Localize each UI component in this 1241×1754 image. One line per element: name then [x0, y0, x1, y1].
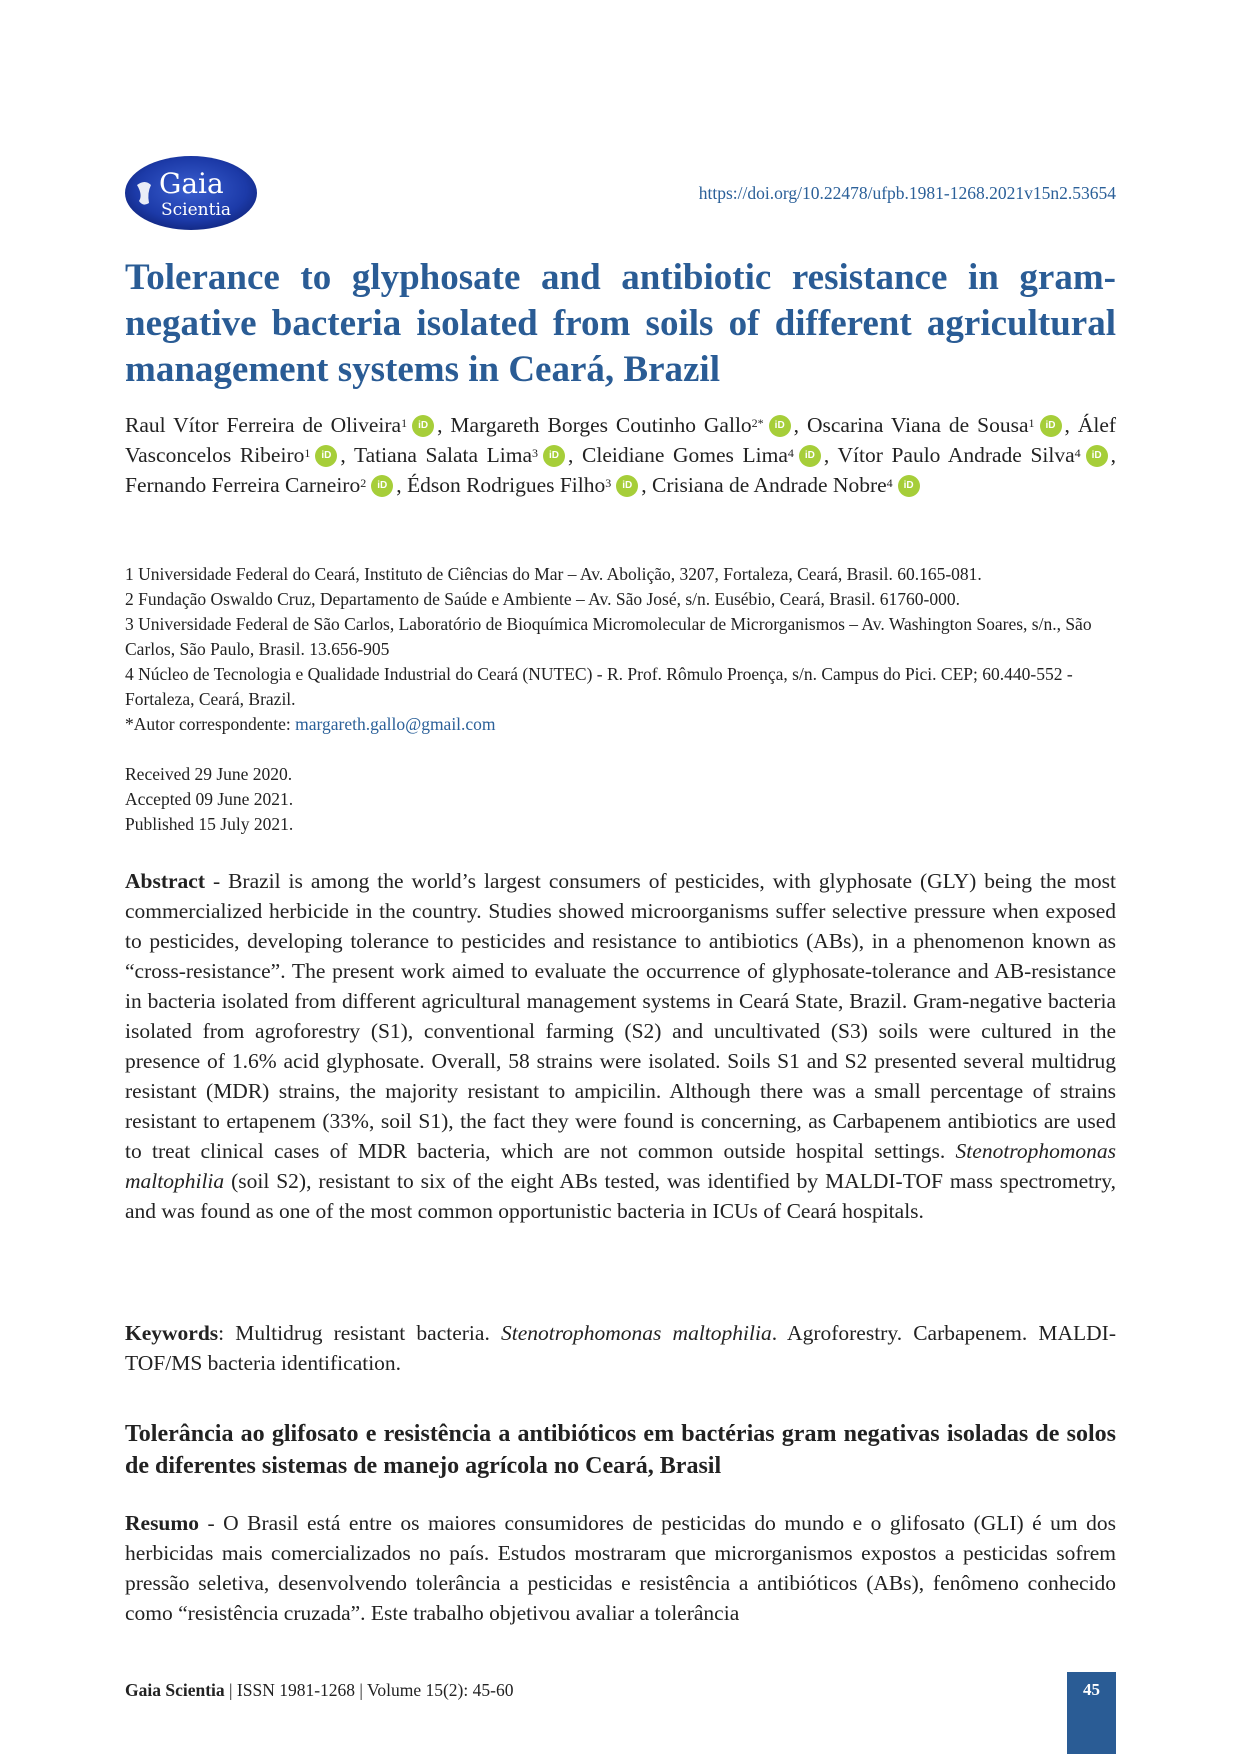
author-affil-sup: 3: [532, 446, 539, 460]
orcid-icon[interactable]: iD: [616, 475, 638, 497]
author-name: Crisiana de Andrade Nobre: [652, 473, 887, 497]
resumo: [125, 1508, 1116, 1628]
author-name: Tatiana Salata Lima: [353, 443, 533, 467]
abstract-species: Stenotrophomonas maltophilia: [125, 1139, 1116, 1193]
orcid-icon[interactable]: iD: [371, 475, 393, 497]
page-number: 45: [1067, 1672, 1116, 1754]
author-affil-sup: 3: [605, 476, 612, 490]
keywords-label: Keywords: [125, 1321, 219, 1345]
page: [125, 0, 1116, 1754]
author-affil-sup: 2*: [751, 416, 764, 430]
author-name: Vítor Paulo Andrade Silva: [837, 443, 1075, 467]
doi-link[interactable]: https://doi.org/10.22478/ufpb.1981-1268.2021v15n2.53654: [698, 183, 1116, 203]
author-name: Oscarina Viana de Sousa: [806, 413, 1029, 437]
author-name: Cleidiane Gomes Lima: [582, 443, 788, 467]
affiliations: [125, 562, 1116, 737]
abstract-label: Abstract: [125, 869, 206, 893]
orcid-icon[interactable]: iD: [769, 415, 791, 437]
author-affil-sup: 1: [401, 416, 408, 430]
footer: [125, 1680, 513, 1701]
affiliation-3: 3 Universidade Federal de São Carlos, Laboratório de Bioquímica Micromolecular de Microrganismos – Av. Washington Soares, s/n., São Carlos, São Paulo, Brasil. 13.656-905: [125, 614, 1092, 659]
author-name: Raul Vítor Ferreira de Oliveira: [125, 413, 402, 437]
orcid-icon[interactable]: iD: [412, 415, 434, 437]
orcid-icon[interactable]: iD: [799, 445, 821, 467]
author-name: Margareth Borges Coutinho Gallo: [450, 413, 752, 437]
orcid-icon[interactable]: iD: [543, 445, 565, 467]
abstract-text-2: (soil S2), resistant to six of the eight ABs tested, was identified by MALDI-TOF mass spectrometry, and was found as one of the most common opportunistic bacteria in ICUs of Ceará hospitals.: [125, 1169, 1116, 1223]
orcid-icon[interactable]: iD: [1040, 415, 1062, 437]
corresponding-author: [125, 712, 1116, 737]
author-list: Raul Vítor Ferreira de Oliveira$^1$ iD , Margareth Borges Coutinho Gallo$^{2*}$ iD , Oscarina Viana de Sousa$^1$ iD , Álef Vasconcelos Ribeiro$^1$ iD , Tatiana Salata Lima$^3$ iD , Cleidiane Gomes Lima$^4$ iD , Vítor Paulo Andrade Silva$^4$ iD , Fernando Ferreira Carneiro$^2$ iD , Édson Rodrigues Filho$^3$ iD , Crisiana de Andrade Nobre$^4$ iD: [125, 413, 1117, 497]
author-name: Álef Vasconcelos Ribeiro: [125, 413, 1117, 467]
date-published: Published 15 July 2021.: [125, 814, 294, 834]
logo-text-scientia: Scientia: [161, 200, 232, 220]
keywords-text-1: : Multidrug resistant bacteria.: [218, 1321, 501, 1345]
author-affil-sup: 2: [360, 476, 367, 490]
author-affil-sup: 1: [1028, 416, 1035, 430]
resumo-label: Resumo: [125, 1511, 200, 1535]
footer-journal: Gaia Scientia: [125, 1680, 225, 1700]
author-name: Fernando Ferreira Carneiro: [125, 473, 361, 497]
author-affil-sup: 4: [1074, 446, 1081, 460]
affiliation-2: 2 Fundação Oswaldo Cruz, Departamento de Saúde e Ambiente – Av. São José, s/n. Eusébio, Ceará, Brasil. 61760-000.: [125, 589, 960, 609]
gaia-scientia-logo: [123, 155, 259, 231]
abstract-text-1: - Brazil is among the world’s largest consumers of pesticides, with glyphosate (GLY) being the most commercialized herbicide in the country. Studies showed microorganisms suffer selective pressure when exposed to pesticides, developing tolerance to pesticides and resistance to antibiotics (ABs), in a phenomenon known as “cross-resistance”. The present work aimed to evaluate the occurrence of glyphosate-tolerance and AB-resistance in bacteria isolated from different agricultural management systems in Ceará State, Brazil. Gram-negative bacteria isolated from agroforestry (S1), conventional farming (S2) and uncultivated (S3) soils were cultured in the presence of 1.6% acid glyphosate. Overall, 58 strains were isolated. Soils S1 and S2 presented several multidrug resistant (MDR) strains, the majority resistant to ampicilin. Although there was a small percentage of strains resistant to ertapenem (33%, soil S1), the fact they were found is concerning, as Carbapenem antibiotics are used to treat clinical cases of MDR bacteria, which are not common outside hospital settings.: [125, 869, 1116, 1163]
article-title: Tolerance to glyphosate and antibiotic resistance in gram-negative bacteria isolated from soils of different agricultural management systems in Ceará, Brazil: [125, 257, 1116, 390]
affiliation-4: 4 Núcleo de Tecnologia e Qualidade Industrial do Ceará (NUTEC) - R. Prof. Rômulo Proença, s/n. Campus do Pici. CEP; 60.440-552 - Fortaleza, Ceará, Brazil.: [125, 664, 1073, 709]
abstract: [125, 866, 1116, 1226]
keywords: [125, 1318, 1116, 1378]
corresponding-label: *Autor correspondente:: [125, 714, 296, 734]
author-affil-sup: 1: [304, 446, 311, 460]
orcid-icon[interactable]: iD: [315, 445, 337, 467]
footer-issn-volume: | ISSN 1981-1268 | Volume 15(2): 45-60: [224, 1680, 514, 1700]
logo-text-gaia: Gaia: [159, 167, 224, 200]
keywords-text-2: . Agroforestry. Carbapenem. MALDI-TOF/MS bacteria identification.: [125, 1321, 1116, 1375]
orcid-icon[interactable]: iD: [898, 475, 920, 497]
corresponding-email-link[interactable]: margareth.gallo@gmail.com: [295, 714, 496, 734]
author-affil-sup: 4: [886, 476, 893, 490]
portuguese-title: Tolerância ao glifosato e resistência a antibióticos em bactérias gram negativas isoladas de solos de diferentes sistemas de manejo agrícola no Ceará, Brasil: [125, 1421, 1116, 1479]
keywords-species: Stenotrophomonas maltophilia: [500, 1321, 772, 1345]
affiliation-1: 1 Universidade Federal do Ceará, Instituto de Ciências do Mar – Av. Abolição, 3207, Fortaleza, Ceará, Brasil. 60.165-081.: [125, 564, 982, 584]
author-name: Édson Rodrigues Filho: [406, 473, 606, 497]
date-accepted: Accepted 09 June 2021.: [125, 789, 294, 809]
orcid-icon[interactable]: iD: [1086, 445, 1108, 467]
date-received: Received 29 June 2020.: [125, 764, 293, 784]
author-affil-sup: 4: [787, 446, 794, 460]
resumo-text: - O Brasil está entre os maiores consumidores de pesticidas do mundo e o glifosato (GLI) é um dos herbicidas mais comercializados no país. Estudos mostraram que microrganismos expostos a pesticidas sofrem pressão seletiva, desenvolvendo tolerância a pesticidas e resistência a antibióticos (ABs), fenômeno conhecido como “resistência cruzada”. Este trabalho objetivou avaliar a tolerância: [125, 1511, 1116, 1625]
article-dates: [125, 762, 293, 837]
header: [125, 155, 1116, 235]
